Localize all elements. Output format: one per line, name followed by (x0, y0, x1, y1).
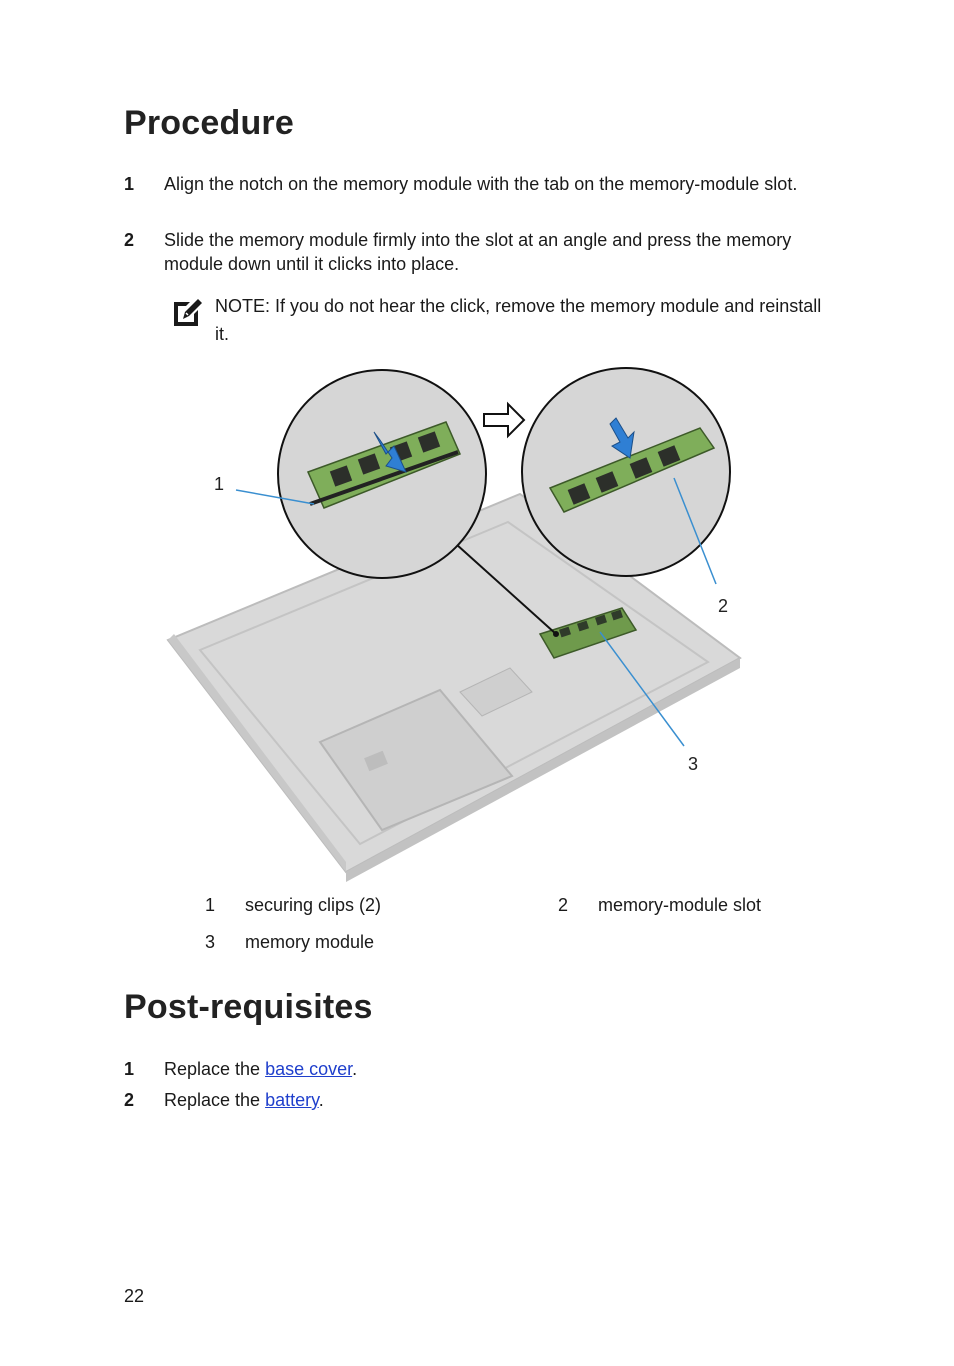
legend-number: 2 (558, 895, 569, 915)
step-number: 2 (124, 230, 135, 250)
magnified-view-insert (278, 370, 486, 578)
pencil-note-icon (172, 296, 202, 333)
legend-number: 1 (205, 895, 216, 915)
callout-2: 2 (718, 596, 729, 616)
procedure-heading: Procedure (124, 104, 294, 142)
page-number: 22 (124, 1286, 145, 1306)
note-label: NOTE: (215, 296, 271, 316)
legend-text: memory module (245, 932, 375, 952)
legend-number: 3 (205, 932, 216, 952)
step-text: Slide the memory module firmly into the slot at an angle and press the memory module down until it clicks into place. (164, 230, 792, 274)
step-text-suffix: . (352, 1059, 358, 1079)
callout-1: 1 (214, 474, 225, 494)
base-cover-link[interactable]: base cover (265, 1059, 353, 1079)
battery-link[interactable]: battery (265, 1090, 319, 1110)
step-number: 1 (124, 1059, 135, 1079)
step-text-suffix: . (318, 1090, 324, 1110)
magnified-view-installed (522, 368, 730, 576)
step-number: 2 (124, 1090, 135, 1110)
step-text-prefix: Replace the (164, 1059, 266, 1079)
callout-3: 3 (688, 754, 699, 774)
memory-module-illustration (160, 362, 760, 882)
legend-text: memory-module slot (598, 895, 762, 915)
step-text: Align the notch on the memory module with the tab on the memory-module slot. (164, 174, 798, 194)
postrequisites-heading: Post-requisites (124, 988, 373, 1026)
step-text-prefix: Replace the (164, 1090, 266, 1110)
legend-text: securing clips (2) (245, 895, 382, 915)
step-number: 1 (124, 174, 135, 194)
note-text: If you do not hear the click, remove the memory module and reinstall it. (215, 296, 822, 344)
